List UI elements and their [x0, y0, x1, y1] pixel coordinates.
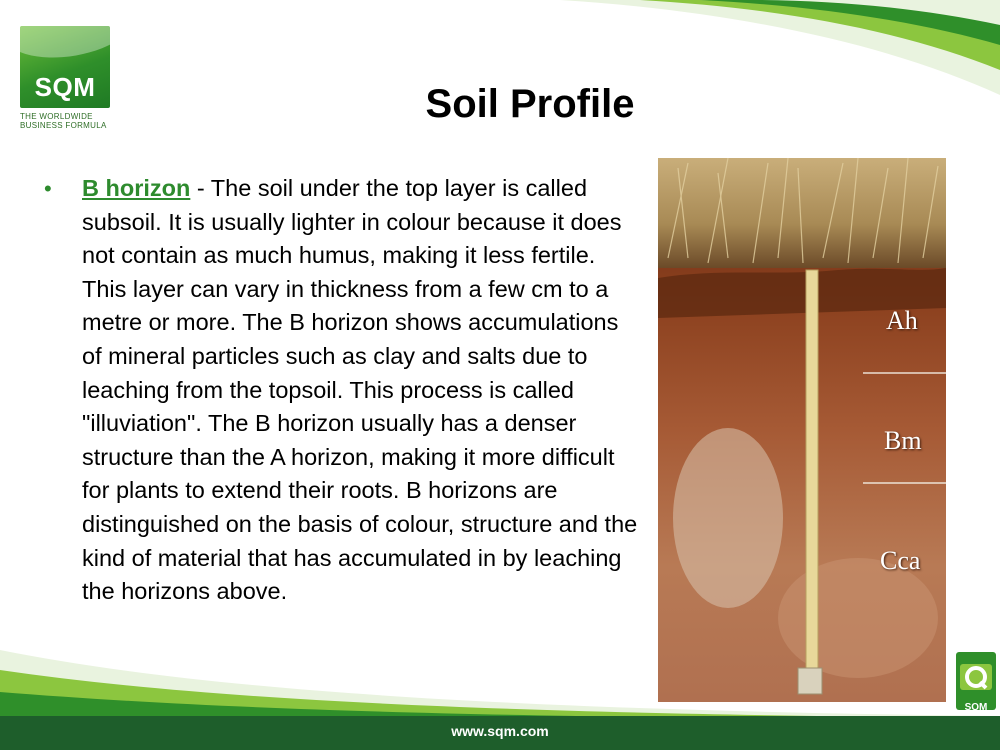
horizon-label-cca: Cca — [880, 546, 921, 575]
sqm-logo-text: SQM — [34, 72, 96, 102]
footer-bar — [0, 716, 1000, 750]
bullet-text — [82, 172, 644, 609]
b-horizon-link[interactable]: B horizon — [82, 175, 191, 201]
bullet-item — [44, 172, 644, 609]
horizon-label-ah: Ah — [886, 306, 918, 335]
footer-url-link[interactable]: www.sqm.com — [451, 723, 549, 739]
tagline-line-1: THE WORLDWIDE — [20, 112, 93, 121]
bullet-description: - The soil under the top layer is called subsoil. It is usually lighter in colour because it does not contain as much humus, making it less fertile. This layer can vary in thickness from a few cm to a metre or more. The B horizon shows accumulations of mineral particles such as clay and salts due to leaching from the topsoil. This process is called "illuviation". The B horizon usually has a denser structure than the A horizon, making it more difficult for plants to extend their roots. B horizons are distinguished on the basis of colour, structure and the kind of material that has accumulated in by leaching the horizons above. — [82, 175, 638, 605]
horizon-label-bm: Bm — [884, 426, 922, 455]
bullet-dot-icon: • — [44, 176, 52, 201]
small-logo-text: SQM — [964, 702, 988, 713]
slide-title: Soil Profile — [425, 82, 635, 126]
soil-profile-photo — [658, 158, 946, 702]
tagline-line-2: BUSINESS FORMULA — [20, 121, 107, 130]
bottom-swoosh-decoration — [0, 630, 1000, 720]
